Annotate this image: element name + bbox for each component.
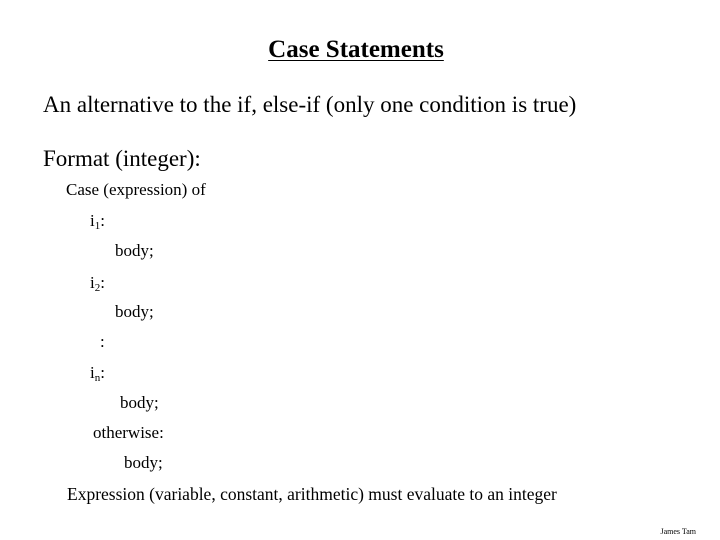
code-case-label-n (90, 364, 105, 384)
case-variable: i (90, 273, 95, 292)
case-colon: : (100, 273, 105, 292)
code-case-label-2 (90, 274, 105, 294)
intro-text: An alternative to the if, else-if (only one condition is true) (43, 92, 577, 117)
case-subscript: 2 (94, 282, 101, 294)
case-variable: i (90, 211, 95, 230)
code-otherwise: otherwise: (93, 423, 164, 442)
case-colon: : (100, 211, 105, 230)
code-case-header: Case (expression) of (66, 180, 206, 199)
code-ellipsis: : (100, 332, 105, 351)
expression-note: Expression (variable, constant, arithmetic) must evaluate to an integer (67, 484, 557, 504)
author-footer: James Tam (660, 527, 696, 536)
code-body-2: body; (115, 302, 154, 321)
slide-title: Case Statements (268, 36, 444, 63)
case-subscript: n (94, 372, 101, 384)
format-label: Format (integer): (43, 146, 201, 171)
case-variable: i (90, 363, 95, 382)
code-body-n: body; (120, 393, 159, 412)
code-body-otherwise: body; (124, 453, 163, 472)
case-colon: : (100, 363, 105, 382)
code-case-label-1 (90, 212, 105, 232)
case-subscript: 1 (94, 220, 101, 232)
code-body-1: body; (115, 241, 154, 260)
